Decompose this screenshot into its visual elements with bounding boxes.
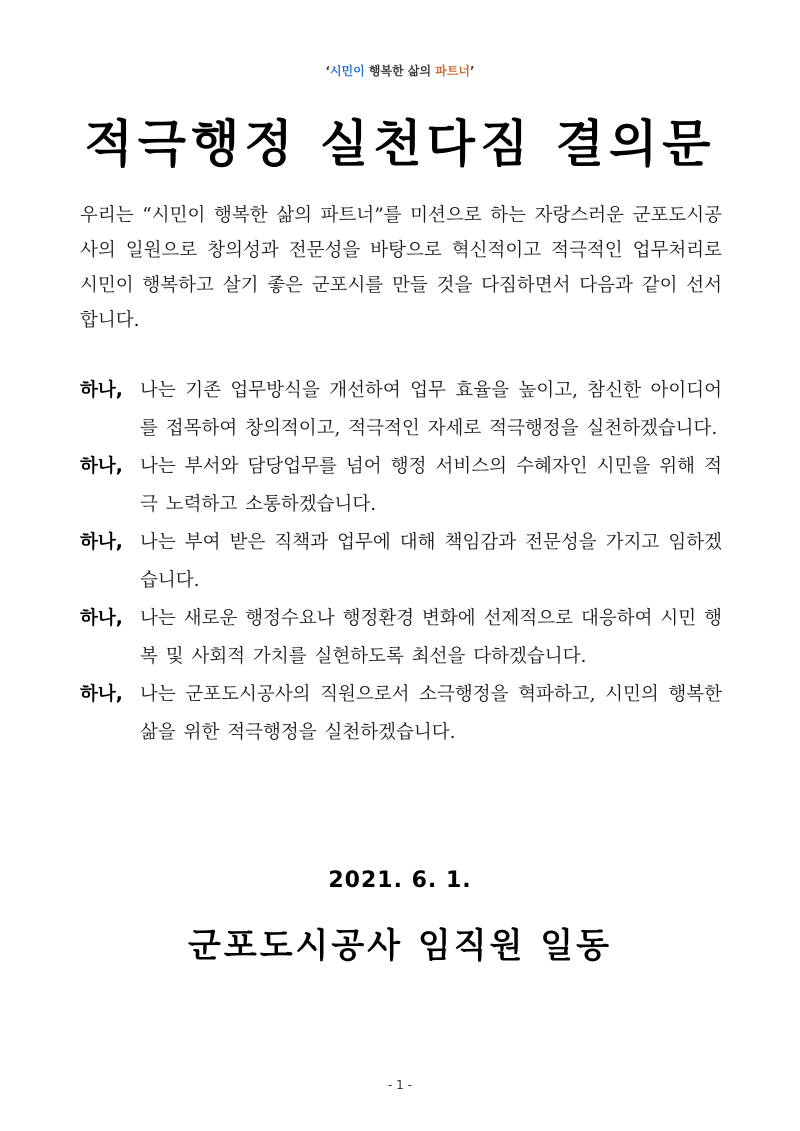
pledge-text: 나는 부서와 담당업무를 넘어 행정 서비스의 수혜자인 시민을 위해 적극 노력하고 소통하겠습니다. (140, 456, 722, 515)
motto-part-citizen: 시민이 (329, 64, 365, 78)
pledge-item (80, 676, 722, 752)
pledge-marker: 하나, (80, 380, 123, 401)
intro-paragraph: 우리는 “시민이 행복한 삶의 파트너”를 미션으로 하는 자랑스러운 군포도시공사의 일원으로 창의성과 전문성을 바탕으로 혁신적이고 적극적인 업무처리로 시민이 행복하고 살기 좋은 군포시를 만들 것을 다짐하면서 다음과 같이 선서합니다. (80, 205, 722, 331)
header-motto (0, 62, 800, 79)
pledge-text: 나는 새로운 행정수요나 행정환경 변화에 선제적으로 대응하여 시민 행복 및 사회적 가치를 실현하도록 최선을 다하겠습니다. (140, 608, 722, 667)
pledge-item (80, 524, 722, 600)
pledge-marker: 하나, (80, 608, 123, 629)
pledge-text: 나는 부여 받은 직책과 업무에 대해 책임감과 전문성을 가지고 임하겠습니다. (140, 532, 722, 591)
pledge-text: 나는 군포도시공사의 직원으로서 소극행정을 혁파하고, 시민의 행복한 삶을 위한 적극행정을 실천하겠습니다. (140, 684, 722, 743)
pledge-marker: 하나, (80, 684, 123, 705)
motto-part-partner: 파트너 (435, 64, 471, 78)
signature-line: 군포도시공사 임직원 일동 (188, 926, 612, 966)
document-title: 적극행정 실천다짐 결의문 (84, 115, 716, 173)
pledge-list (80, 372, 722, 752)
pledge-item (80, 372, 722, 448)
motto-close-quote: ’ (470, 64, 475, 78)
pledge-text: 나는 기존 업무방식을 개선하여 업무 효율을 높이고, 참신한 아이디어를 접목하여 창의적이고, 적극적인 자세로 적극행정을 실천하겠습니다. (140, 380, 722, 439)
pledge-item (80, 600, 722, 676)
pledge-marker: 하나, (80, 456, 123, 477)
motto-open-quote: ‘ (325, 64, 330, 78)
pledge-marker: 하나, (80, 532, 123, 553)
pledge-item (80, 448, 722, 524)
resolution-date: 2021. 6. 1. (328, 868, 472, 893)
page-number: - 1 - (388, 1078, 412, 1092)
motto-part-happy-life: 행복한 삶의 (364, 64, 436, 78)
